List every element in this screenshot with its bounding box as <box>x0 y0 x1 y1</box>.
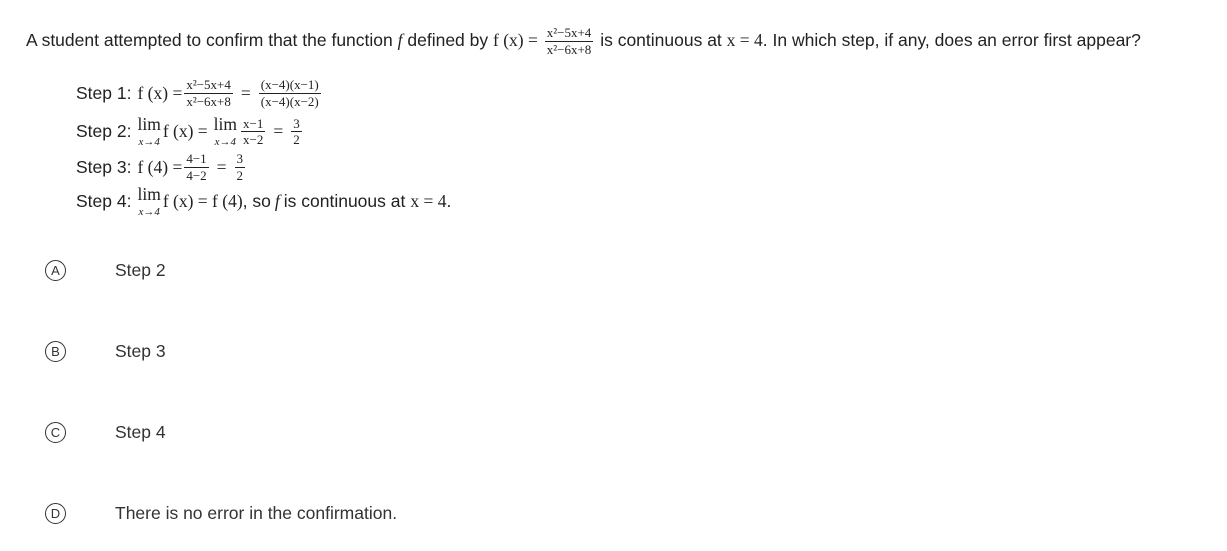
fraction-numerator: (x−4)(x−1) <box>260 77 319 92</box>
question-suffix: . In which step, if any, does an error first appear? <box>762 30 1141 50</box>
question-continuous: is continuous at <box>600 30 722 50</box>
step-label: Step 3: <box>76 156 132 177</box>
choice-text[interactable]: Step 3 <box>115 340 166 361</box>
choice-letter-badge[interactable]: A <box>45 260 66 281</box>
choice-text[interactable]: There is no error in the confirmation. <box>115 502 398 523</box>
step-expression: f (x) = f (4) <box>162 191 243 212</box>
fraction-numerator: x²−5x+4 <box>186 77 231 92</box>
step-factored-fraction <box>259 78 321 108</box>
fraction-denominator: x−2 <box>243 132 264 148</box>
step-result-fraction <box>291 117 302 147</box>
fraction-denominator: 2 <box>293 132 300 148</box>
step-fraction <box>184 78 233 108</box>
step-connector: , so <box>242 191 271 212</box>
step-1 <box>76 78 323 108</box>
limit-subscript: x→4 <box>214 135 237 148</box>
fraction-numerator: 3 <box>293 115 300 131</box>
choice-a[interactable] <box>45 257 166 283</box>
choice-d[interactable] <box>45 500 398 526</box>
question-prefix: A student attempted to confirm that the function <box>26 30 393 50</box>
fraction-denominator: (x−4)(x−2) <box>260 93 319 109</box>
choice-letter-badge[interactable]: B <box>45 341 66 362</box>
limit <box>214 116 237 148</box>
limit-word: lim <box>137 114 161 134</box>
function-name: f <box>397 30 403 50</box>
limit-word: lim <box>213 114 238 134</box>
limit-subscript: x→4 <box>138 135 160 148</box>
choice-letter-badge[interactable]: C <box>45 422 66 443</box>
step-result-fraction <box>235 152 246 182</box>
equals-sign: = <box>273 121 284 142</box>
limit <box>137 186 160 218</box>
function-fraction <box>545 26 594 56</box>
choice-letter-badge[interactable]: D <box>45 503 66 524</box>
limit <box>137 116 160 148</box>
step-4 <box>76 186 451 218</box>
fraction-numerator: x−1 <box>243 115 264 131</box>
limit-word: lim <box>137 184 161 204</box>
step-fraction <box>184 152 208 182</box>
fraction-denominator: 4−2 <box>186 167 207 183</box>
step-fraction <box>241 117 265 147</box>
function-name: f <box>274 191 280 212</box>
step-2 <box>76 116 304 148</box>
fraction-denominator: x²−6x+8 <box>186 93 231 109</box>
step-label: Step 2: <box>76 121 132 142</box>
question-defined-by: defined by <box>407 30 489 50</box>
step-period: . <box>446 191 452 212</box>
fraction-denominator: 2 <box>236 167 244 183</box>
step-lhs: f (x) = <box>137 82 183 103</box>
fraction-denominator: x²−6x+8 <box>546 41 592 57</box>
equals-sign: = <box>216 156 227 177</box>
equals-sign: = <box>240 82 251 103</box>
step-label: Step 1: <box>76 82 132 103</box>
question-x-value: x = 4 <box>726 30 763 50</box>
choice-text[interactable]: Step 2 <box>115 259 166 280</box>
step-x-value: x = 4 <box>410 191 447 212</box>
fraction-numerator: 3 <box>236 151 244 166</box>
fraction-numerator: 4−1 <box>186 151 207 166</box>
step-expression: f (x) = <box>162 121 208 142</box>
choice-b[interactable] <box>45 338 166 364</box>
step-tail-text: is continuous at <box>283 191 406 212</box>
step-label: Step 4: <box>76 191 132 212</box>
question-text <box>26 26 1141 57</box>
step-lhs: f (4) = <box>137 156 183 177</box>
step-3 <box>76 152 247 182</box>
choice-c[interactable] <box>45 419 166 445</box>
function-lhs: f (x) = <box>493 30 538 50</box>
fraction-numerator: x²−5x+4 <box>546 25 592 41</box>
choice-text[interactable]: Step 4 <box>115 421 166 442</box>
limit-subscript: x→4 <box>138 205 160 218</box>
